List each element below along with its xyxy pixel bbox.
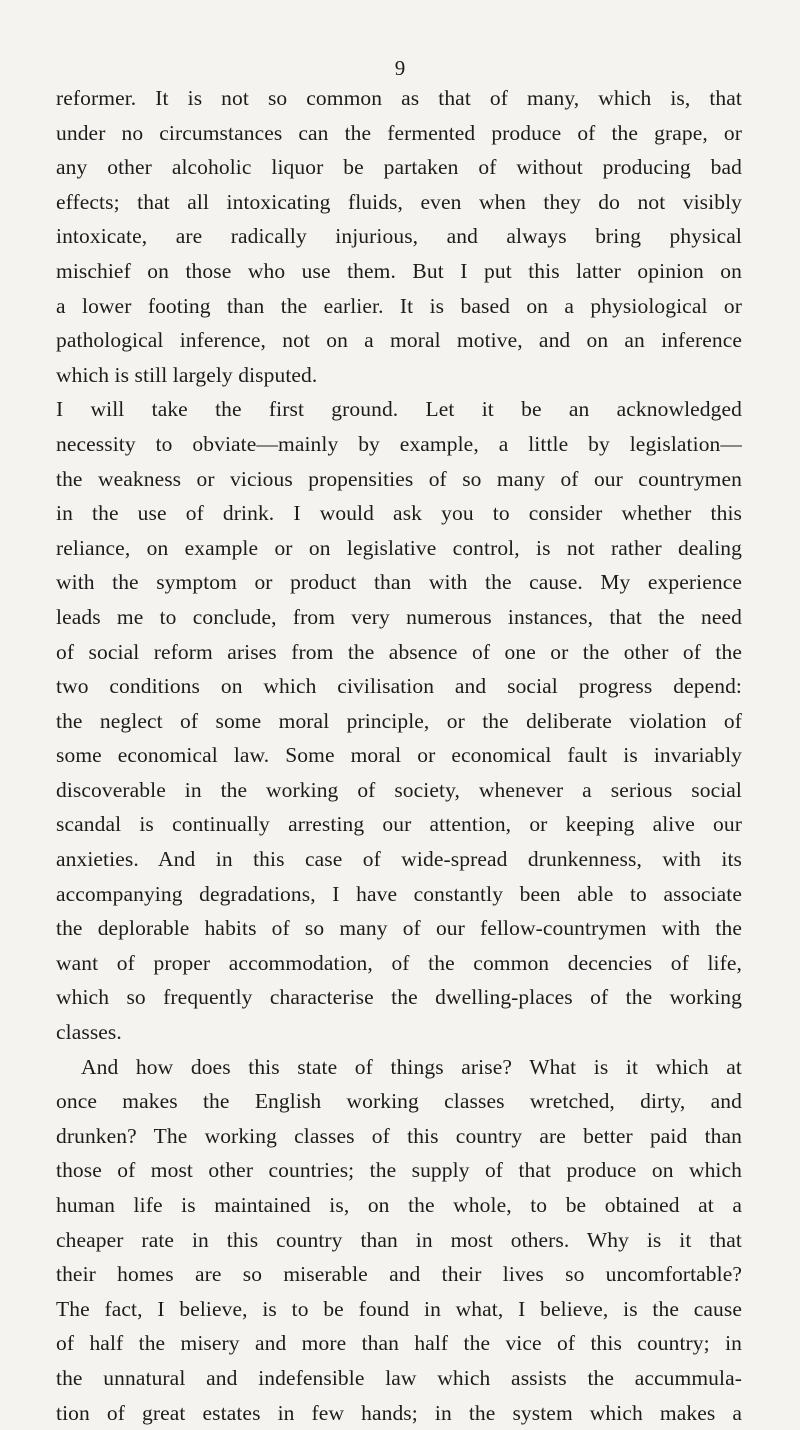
text-line: some economical law. Some moral or economical fault is invariably — [56, 743, 742, 768]
text-line: necessity to obviate—mainly by example, a little by legislation— — [56, 431, 742, 456]
text-line: reformer. It is not so common as that of many, which is, that — [56, 86, 742, 110]
text-line: The fact, I believe, is to be found in what, I believe, is the cause — [56, 1296, 742, 1321]
text-line: a lower footing than the earlier. It is based on a physiological or — [56, 293, 742, 318]
body-text — [56, 81, 742, 1430]
text-line: effects; that all intoxicating fluids, even when they do not visibly — [56, 189, 742, 214]
text-line: And how does this state of things arise? What is it which at — [81, 1054, 742, 1079]
text-line: two conditions on which civilisation and social progress depend: — [56, 674, 742, 699]
text-line: their homes are so miserable and their lives so uncomfortable? — [56, 1262, 742, 1287]
text-line: accompanying degradations, I have constantly been able to associate — [56, 881, 742, 906]
text-line: mischief on those who use them. But I put this latter opinion on — [56, 258, 742, 283]
text-line: any other alcoholic liquor be partaken of without producing bad — [56, 155, 742, 180]
text-line: anxieties. And in this case of wide-spread drunkenness, with its — [56, 847, 742, 872]
text-line: leads me to conclude, from very numerous instances, that the need — [56, 604, 742, 629]
text-line: the deplorable habits of so many of our fellow-countrymen with the — [56, 916, 742, 941]
text-line: pathological inference, not on a moral motive, and on an inference — [56, 328, 742, 353]
text-line: those of most other countries; the supply of that produce on which — [56, 1158, 742, 1183]
text-line: tion of great estates in few hands; in the system which makes a — [56, 1400, 742, 1425]
text-line: cheaper rate in this country than in most others. Why is it that — [56, 1227, 742, 1252]
page-number: 9 — [394, 56, 406, 80]
text-line: intoxicate, are radically injurious, and always bring physical — [56, 224, 742, 249]
text-line: of half the misery and more than half the vice of this country; in — [56, 1331, 742, 1356]
text-line: scandal is continually arresting our attention, or keeping alive our — [56, 812, 742, 837]
text-line: reliance, on example or on legislative control, is not rather dealing — [56, 535, 742, 560]
text-line: under no circumstances can the fermented produce of the grape, or — [56, 120, 742, 145]
text-line: which so frequently characterise the dwelling-places of the working — [56, 985, 742, 1010]
text-line: discoverable in the working of society, whenever a serious social — [56, 777, 742, 802]
text-line: which is still largely disputed. — [56, 362, 318, 387]
text-line: the weakness or vicious propensities of so many of our countrymen — [56, 466, 742, 491]
text-line: I will take the first ground. Let it be an acknowledged — [56, 397, 742, 422]
text-line: once makes the English working classes wretched, dirty, and — [56, 1089, 742, 1114]
text-line: in the use of drink. I would ask you to consider whether this — [56, 501, 742, 526]
text-line: classes. — [56, 1020, 122, 1045]
text-line: want of proper accommodation, of the common decencies of life, — [56, 950, 742, 975]
text-line: with the symptom or product than with the cause. My experience — [56, 570, 742, 595]
text-line: the neglect of some moral principle, or the deliberate violation of — [56, 708, 742, 733]
text-line: human life is maintained is, on the whole, to be obtained at a — [56, 1193, 742, 1217]
text-line: drunken? The working classes of this country are better paid than — [56, 1123, 742, 1148]
text-line: of social reform arises from the absence of one or the other of the — [56, 639, 742, 664]
text-line: the unnatural and indefensible law which assists the accummula- — [56, 1365, 742, 1390]
